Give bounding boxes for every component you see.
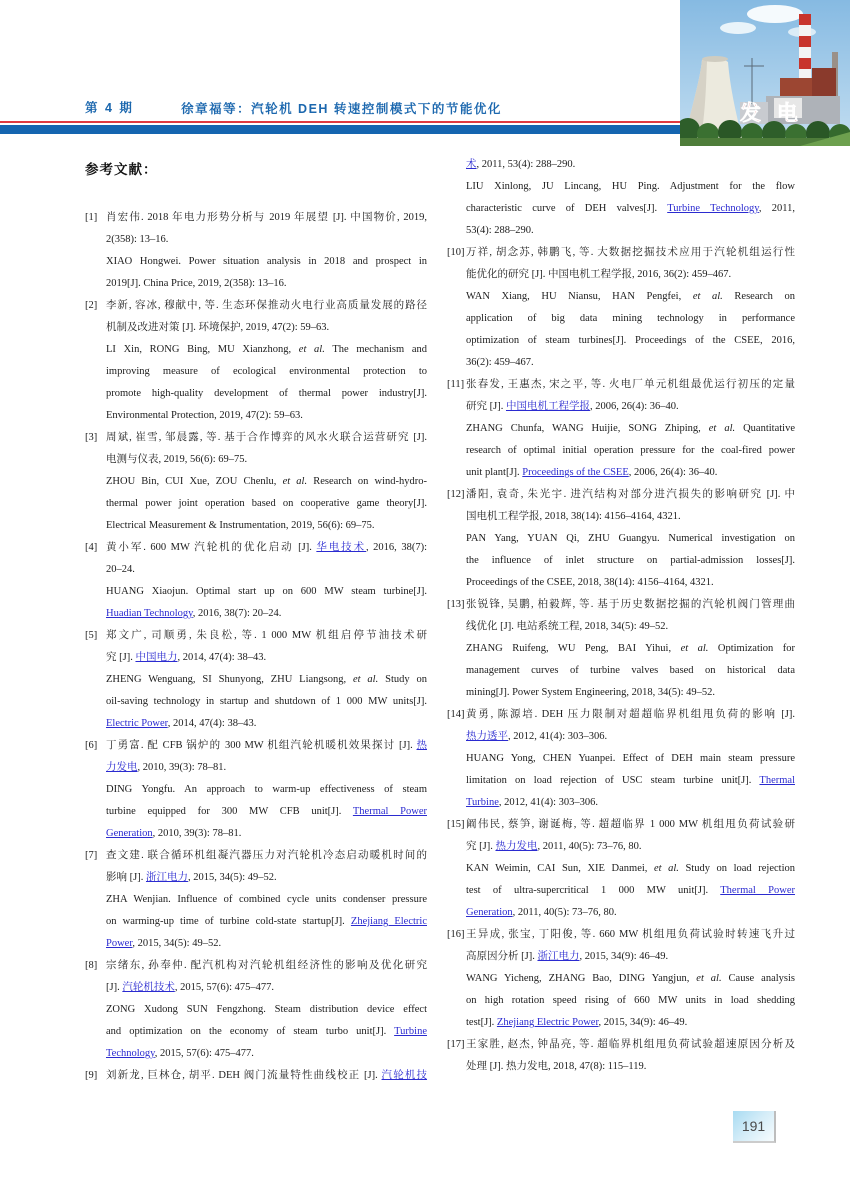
reference-text: characteristic curve of DEH valves[J]. xyxy=(466,203,668,214)
journal-link[interactable]: Thermal xyxy=(759,775,795,786)
etal-text: et al. xyxy=(352,674,379,685)
reference-text: research of optimal initial operation pressure for the coal-fired power xyxy=(466,445,795,456)
reference-number: [8] xyxy=(85,960,98,971)
reference-line xyxy=(466,902,795,924)
cover-label: 发 电 xyxy=(740,102,803,125)
reference-text: LI Xin, RONG Bing, MU Xianzhong, xyxy=(106,344,299,355)
reference-line xyxy=(106,735,427,757)
reference-number: [12] xyxy=(447,489,465,500)
etal-text: et al. xyxy=(692,291,723,302)
journal-link[interactable]: Electric Power xyxy=(106,718,168,729)
etal-text: et al. xyxy=(298,344,325,355)
reference-line xyxy=(106,405,427,427)
reference-text: Electrical Measurement & Instrumentation, 2019, 56(6): 69–75. xyxy=(106,520,375,531)
reference-line xyxy=(106,559,427,581)
reference-line xyxy=(466,638,795,660)
journal-link[interactable]: Power xyxy=(106,938,133,949)
reference-item xyxy=(85,1065,427,1087)
reference-text: Study on xyxy=(378,674,427,685)
reference-text: thermal power joint operation based on cooperative game theory[J]. xyxy=(106,498,427,509)
reference-text: HUANG Yong, CHEN Yuanpei. Effect of DEH main steam pressure xyxy=(466,753,795,764)
journal-link[interactable]: 华电技术 xyxy=(316,542,367,553)
reference-text: 国电机工程学报, 2018, 38(14): 4156–4164, 4321. xyxy=(466,511,681,522)
reference-line xyxy=(466,440,795,462)
journal-link[interactable]: Thermal Power xyxy=(352,806,427,817)
reference-line xyxy=(466,220,795,242)
reference-line xyxy=(466,242,795,264)
references-heading: 参考文献： xyxy=(85,162,158,177)
reference-item xyxy=(447,374,795,484)
reference-line xyxy=(466,968,795,990)
etal-text: et al. xyxy=(680,643,709,654)
reference-text: Research on xyxy=(722,291,796,302)
journal-link[interactable]: Generation xyxy=(106,828,153,839)
reference-text: XIAO Hongwei. Power situation analysis in 2018 and prospect in xyxy=(106,256,427,267)
reference-line xyxy=(466,1034,795,1056)
journal-link[interactable]: Huadian Technology xyxy=(106,608,193,619)
reference-number: [9] xyxy=(85,1070,98,1081)
page-number: 191 xyxy=(741,1118,766,1134)
journal-link[interactable]: 中国电力 xyxy=(135,652,178,663)
etal-text: et al. xyxy=(696,973,722,984)
reference-text: 机制及改进对策 [J]. 环境保护, 2019, 47(2): 59–63. xyxy=(106,322,330,333)
reference-text: ZHOU Bin, CUI Xue, ZOU Chenlu, xyxy=(106,476,283,487)
reference-line xyxy=(466,814,795,836)
reference-item xyxy=(85,845,427,955)
reference-line xyxy=(466,594,795,616)
reference-line xyxy=(106,471,427,493)
reference-text: 36(2): 459–467. xyxy=(466,357,534,368)
journal-link[interactable]: Turbine xyxy=(466,797,499,808)
reference-text: 张锐锋, 吴鹏, 柏毅辉, 等. 基于历史数据挖掘的汽轮机阀门管理曲 xyxy=(466,599,795,610)
reference-text: , 2015, 57(6): 475–477. xyxy=(154,1048,254,1059)
reference-text: 丁勇富. 配 CFB 锅炉的 300 MW 机组汽轮机暖机效果探讨 [J]. xyxy=(106,740,417,751)
reference-line xyxy=(106,889,427,911)
reference-text: 王异成, 张宝, 丁阳俊, 等. 660 MW 机组甩负荷试验时转速飞升过 xyxy=(466,929,795,940)
reference-number: [15] xyxy=(447,819,465,830)
reference-text: , 2011, xyxy=(758,203,795,214)
reference-text: 黄小军. 600 MW 汽轮机的优化启动 [J]. xyxy=(106,542,317,553)
reference-text: 阚伟民, 蔡笋, 谢诞梅, 等. 超超临界 1 000 MW 机组甩负荷试验研 xyxy=(466,819,795,830)
journal-link[interactable]: Thermal Power xyxy=(720,885,795,896)
reference-text: , 2011, 53(4): 288–290. xyxy=(476,159,576,170)
reference-text: The mechanism and xyxy=(324,344,427,355)
cooling-tower-rim xyxy=(702,56,728,62)
reference-text: the influence of inlet structure on partial-admission losses[J]. xyxy=(466,555,795,566)
reference-line xyxy=(106,757,427,779)
cover-image xyxy=(680,0,850,146)
reference-number: [6] xyxy=(85,740,98,751)
reference-line xyxy=(466,946,795,968)
reference-line xyxy=(106,713,427,735)
reference-text: Environmental Protection, 2019, 47(2): 59–63. xyxy=(106,410,303,421)
journal-link[interactable]: 热 xyxy=(416,740,427,751)
reference-text: test[J]. xyxy=(466,1017,497,1028)
reference-line xyxy=(466,198,795,220)
journal-link[interactable]: Zhejiang Electric xyxy=(350,916,427,927)
issue-label: 第 4 期 xyxy=(85,101,134,115)
reference-text: , 2010, 39(3): 78–81. xyxy=(152,828,242,839)
cloud xyxy=(747,5,803,23)
reference-text: 李新, 容冰, 穆献中, 等. 生态环保推动火电行业高质量发展的路径 xyxy=(106,300,427,311)
reference-line xyxy=(106,823,427,845)
reference-line xyxy=(106,845,427,867)
reference-text: , 2015, 34(5): 49–52. xyxy=(132,938,222,949)
reference-item xyxy=(447,594,795,704)
reference-item xyxy=(447,814,795,924)
reference-line xyxy=(466,924,795,946)
reference-line xyxy=(466,506,795,528)
reference-line xyxy=(106,603,427,625)
page-number-badge xyxy=(733,1111,776,1143)
reference-line xyxy=(106,361,427,383)
reference-line xyxy=(106,317,427,339)
reference-line xyxy=(106,493,427,515)
reference-text: 宗绪东, 孙奉仲. 配汽机构对汽轮机组经济性的影响及优化研究 xyxy=(106,960,427,971)
reference-text: optimization of steam turbines[J]. Proceedings of the CSEE, 2016, xyxy=(466,335,795,346)
reference-line xyxy=(466,704,795,726)
reference-line xyxy=(106,383,427,405)
reference-text: mining[J]. Power System Engineering, 2018, 34(5): 49–52. xyxy=(466,687,716,698)
reference-text: 2019[J]. China Price, 2019, 2(358): 13–16. xyxy=(106,278,287,289)
reference-line xyxy=(106,955,427,977)
reference-text: 查文建. 联合循环机组凝汽器压力对汽轮机冷态启动暖机时间的 xyxy=(106,850,427,861)
references-column-right xyxy=(447,154,795,1078)
reference-line xyxy=(466,660,795,682)
reference-text: , 2006, 26(4): 36–40. xyxy=(589,401,679,412)
reference-text: DING Yongfu. An approach to warm-up effectiveness of steam xyxy=(106,784,427,795)
reference-line xyxy=(106,647,427,669)
etal-text: et al. xyxy=(653,863,679,874)
reference-text: WAN Xiang, HU Niansu, HAN Pengfei, xyxy=(466,291,693,302)
reference-line xyxy=(106,449,427,471)
reference-text: , 2014, 47(4): 38–43. xyxy=(177,652,267,663)
reference-line xyxy=(106,933,427,955)
power-plant-illustration xyxy=(680,0,850,146)
reference-text: turbine equipped for 300 MW CFB unit[J]. xyxy=(106,806,353,817)
reference-number: [2] xyxy=(85,300,98,311)
reference-text: ZHA Wenjian. Influence of combined cycle units condenser pressure xyxy=(106,894,427,905)
header-rule-blue xyxy=(0,125,683,134)
reference-text: KAN Weimin, CAI Sun, XIE Danmei, xyxy=(466,863,654,874)
reference-line xyxy=(106,515,427,537)
reference-item xyxy=(447,154,795,242)
reference-text: test of ultra-supercritical 1 000 MW unit[J]. xyxy=(466,885,721,896)
reference-number: [16] xyxy=(447,929,465,940)
reference-text: , 2016, 38(7): 20–24. xyxy=(192,608,282,619)
reference-number: [4] xyxy=(85,542,98,553)
reference-line xyxy=(466,880,795,902)
reference-line xyxy=(106,977,427,999)
reference-text: 郑文广, 司顺勇, 朱良松, 等. 1 000 MW 机组启停节油技术研 xyxy=(106,630,427,641)
reference-text: , 2015, 34(5): 49–52. xyxy=(187,872,277,883)
reference-text: , 2015, 57(6): 475–477. xyxy=(174,982,275,993)
reference-text: limitation on load rejection of USC steam turbine unit[J]. xyxy=(466,775,760,786)
reference-text: Quantitative xyxy=(735,423,795,434)
reference-text: 处理 [J]. 热力发电, 2018, 47(8): 115–119. xyxy=(466,1061,647,1072)
reference-line xyxy=(466,374,795,396)
journal-link[interactable]: 热力发电 xyxy=(495,841,538,852)
etal-text: et al. xyxy=(708,423,736,434)
reference-text: Research on wind-hydro- xyxy=(307,476,427,487)
reference-line xyxy=(106,1065,427,1087)
reference-line xyxy=(106,537,427,559)
reference-item xyxy=(85,625,427,735)
reference-text: , 2012, 41(4): 303–306. xyxy=(498,797,599,808)
reference-text: on warming-up time of turbine cold-state startup[J]. xyxy=(106,916,351,927)
reference-line xyxy=(466,1012,795,1034)
reference-text: LIU Xinlong, JU Lincang, HU Ping. Adjustment for the flow xyxy=(466,181,795,192)
reference-line xyxy=(106,581,427,603)
reference-text: oil-saving technology in startup and shutdown of 1 000 MW units[J]. xyxy=(106,696,427,707)
reference-item xyxy=(85,955,427,1065)
reference-text: improving measure of ecological environmental protection to xyxy=(106,366,427,377)
reference-line xyxy=(466,770,795,792)
reference-number: [5] xyxy=(85,630,98,641)
reference-line xyxy=(466,836,795,858)
paper-title: 徐章福等：汽轮机 DEH 转速控制模式下的节能优化 xyxy=(181,102,502,116)
reference-line xyxy=(106,229,427,251)
reference-text: 万祥, 胡念苏, 韩鹏飞, 等. 大数据挖掘技术应用于汽轮机组运行性 xyxy=(466,247,795,258)
reference-line xyxy=(466,396,795,418)
reference-line xyxy=(466,572,795,594)
header-rule-red xyxy=(0,121,683,123)
reference-line xyxy=(106,251,427,273)
reference-text: ZONG Xudong SUN Fengzhong. Steam distribution device effect xyxy=(106,1004,427,1015)
journal-link[interactable]: Proceedings of the CSEE xyxy=(522,467,629,478)
reference-line xyxy=(466,484,795,506)
journal-link[interactable]: Turbine Technology xyxy=(667,203,759,214)
reference-line xyxy=(466,550,795,572)
reference-line xyxy=(106,625,427,647)
reference-line xyxy=(106,779,427,801)
reference-text: HUANG Xiaojun. Optimal start up on 600 MW steam turbine[J]. xyxy=(106,586,427,597)
reference-line xyxy=(466,264,795,286)
reference-line xyxy=(466,748,795,770)
reference-text: ZHENG Wenguang, SI Shunyong, ZHU Liangsong, xyxy=(106,674,353,685)
reference-line xyxy=(106,801,427,823)
reference-line xyxy=(466,682,795,704)
reference-text: unit plant[J]. xyxy=(466,467,523,478)
reference-line xyxy=(466,176,795,198)
etal-text: et al. xyxy=(282,476,308,487)
reference-line xyxy=(466,418,795,440)
reference-text: 影响 [J]. xyxy=(106,872,146,883)
reference-line xyxy=(466,330,795,352)
reference-item xyxy=(85,537,427,625)
reference-number: [17] xyxy=(447,1039,465,1050)
reference-number: [11] xyxy=(447,379,465,390)
reference-text: Cause analysis xyxy=(721,973,795,984)
reference-text: Proceedings of the CSEE, 2018, 38(14): 4156–4164, 4321. xyxy=(466,577,714,588)
journal-link[interactable]: Generation xyxy=(466,907,513,918)
reference-text: 研究 [J]. xyxy=(466,401,506,412)
journal-link[interactable]: Zhejiang Electric Power xyxy=(496,1017,599,1028)
reference-text: 刘新龙, 巨林仓, 胡平. DEH 阀门流量特性曲线校正 [J]. xyxy=(106,1070,382,1081)
reference-line xyxy=(466,286,795,308)
journal-link[interactable]: 中国电机工程学报 xyxy=(505,401,590,412)
reference-line xyxy=(106,669,427,691)
reference-text: 潘阳, 袁奇, 朱光宇. 进汽结构对部分进汽损失的影响研究 [J]. 中 xyxy=(466,489,795,500)
reference-text: , 2014, 47(4): 38–43. xyxy=(167,718,257,729)
reference-text: promote high-quality development of thermal power industry[J]. xyxy=(106,388,427,399)
journal-link[interactable]: Turbine xyxy=(394,1026,427,1037)
journal-link[interactable]: Technology xyxy=(106,1048,155,1059)
reference-text: WANG Yicheng, ZHANG Bao, DING Yangjun, xyxy=(466,973,697,984)
reference-line xyxy=(106,207,427,229)
reference-text: ZHANG Chunfa, WANG Huijie, SONG Zhiping, xyxy=(466,423,709,434)
reference-line xyxy=(466,726,795,748)
reference-text: 电测与仪表, 2019, 56(6): 69–75. xyxy=(106,454,248,465)
reference-item xyxy=(447,704,795,814)
reference-text: , 2015, 34(9): 46–49. xyxy=(598,1017,688,1028)
reference-text: ZHANG Ruifeng, WU Peng, BAI Yihui, xyxy=(466,643,681,654)
reference-text: 高原因分析 [J]. xyxy=(466,951,538,962)
reference-text: PAN Yang, YUAN Qi, ZHU Guangyu. Numerical investigation on xyxy=(466,533,795,544)
journal-link[interactable]: 浙江电力 xyxy=(145,872,188,883)
reference-text: and optimization on the economy of steam turbo unit[J]. xyxy=(106,1026,395,1037)
reference-text: 能优化的研究 [J]. 中国电机工程学报, 2016, 36(2): 459–467. xyxy=(466,269,732,280)
reference-text: 周斌, 崔雪, 邹晨露, 等. 基于合作博弈的风水火联合运营研究 [J]. xyxy=(106,432,427,443)
reference-text: on high rotation speed rising of 660 MW units in load shedding xyxy=(466,995,795,1006)
reference-text: 2(358): 13–16. xyxy=(106,234,169,245)
reference-line xyxy=(466,352,795,374)
reference-line xyxy=(466,528,795,550)
reference-text: Study on load rejection xyxy=(678,863,795,874)
reference-number: [3] xyxy=(85,432,98,443)
reference-item xyxy=(447,924,795,1034)
journal-link[interactable]: 术 xyxy=(466,159,477,170)
reference-item xyxy=(85,735,427,845)
reference-text: 肖宏伟. 2018 年电力形势分析与 2019 年展望 [J]. 中国物价, 2019, xyxy=(106,212,427,223)
reference-text: 究 [J]. xyxy=(466,841,496,852)
reference-line xyxy=(106,1043,427,1065)
reference-text: [J]. xyxy=(106,982,123,993)
reference-item xyxy=(85,295,427,427)
reference-item xyxy=(85,427,427,537)
reference-number: [1] xyxy=(85,212,98,223)
reference-text: Optimization for xyxy=(708,643,795,654)
cloud xyxy=(720,22,756,34)
reference-text: , 2010, 39(3): 78–81. xyxy=(137,762,227,773)
reference-line xyxy=(106,999,427,1021)
reference-text: , 2011, 40(5): 73–76, 80. xyxy=(512,907,617,918)
reference-line xyxy=(466,308,795,330)
reference-text: , 2006, 26(4): 36–40. xyxy=(628,467,718,478)
reference-line xyxy=(466,792,795,814)
reference-line xyxy=(466,462,795,484)
journal-link[interactable]: 汽轮机技术 xyxy=(122,982,175,993)
reference-item xyxy=(447,1034,795,1078)
reference-line xyxy=(466,154,795,176)
reference-line xyxy=(106,295,427,317)
reference-text: 王家胜, 赵杰, 钟晶亮, 等. 超临界机组甩负荷试验超速原因分析及 xyxy=(466,1039,795,1050)
reference-line xyxy=(466,1056,795,1078)
reference-line xyxy=(466,858,795,880)
journal-link[interactable]: 力发电 xyxy=(106,762,138,773)
reference-item xyxy=(85,207,427,295)
reference-text: 53(4): 288–290. xyxy=(466,225,534,236)
reference-number: [7] xyxy=(85,850,98,861)
reference-line xyxy=(106,691,427,713)
reference-text: management curves of turbine valves based on historical data xyxy=(466,665,795,676)
references-column-left xyxy=(85,207,427,1087)
reference-item xyxy=(447,242,795,374)
journal-link[interactable]: 汽轮机技 xyxy=(381,1070,428,1081)
reference-text: 线优化 [J]. 电站系统工程, 2018, 34(5): 49–52. xyxy=(466,621,669,632)
reference-number: [10] xyxy=(447,247,465,258)
reference-line xyxy=(106,273,427,295)
reference-number: [13] xyxy=(447,599,465,610)
reference-text: , 2015, 34(9): 46–49. xyxy=(579,951,669,962)
reference-line xyxy=(106,427,427,449)
reference-text: 20–24. xyxy=(106,564,135,575)
reference-text: 究 [J]. xyxy=(106,652,136,663)
reference-line xyxy=(466,616,795,638)
reference-text: 黄勇, 陈源培. DEH 压力限制对超超临界机组甩负荷的影响 [J]. xyxy=(466,709,795,720)
reference-number: [14] xyxy=(447,709,465,720)
reference-text: 张春发, 王惠杰, 宋之平, 等. 火电厂单元机组最优运行初压的定量 xyxy=(466,379,795,390)
reference-line xyxy=(106,867,427,889)
reference-line xyxy=(106,339,427,361)
reference-line xyxy=(106,1021,427,1043)
reference-text: , 2012, 41(4): 303–306. xyxy=(508,731,608,742)
journal-link[interactable]: 浙江电力 xyxy=(537,951,580,962)
journal-link[interactable]: 热力透平 xyxy=(466,731,508,742)
reference-number xyxy=(447,154,466,242)
reference-line xyxy=(106,911,427,933)
reference-text: application of big data mining technology in performance xyxy=(466,313,795,324)
reference-line xyxy=(466,990,795,1012)
reference-text: , 2016, 38(7): xyxy=(366,542,427,553)
reference-item xyxy=(447,484,795,594)
reference-text: , 2011, 40(5): 73–76, 80. xyxy=(537,841,642,852)
